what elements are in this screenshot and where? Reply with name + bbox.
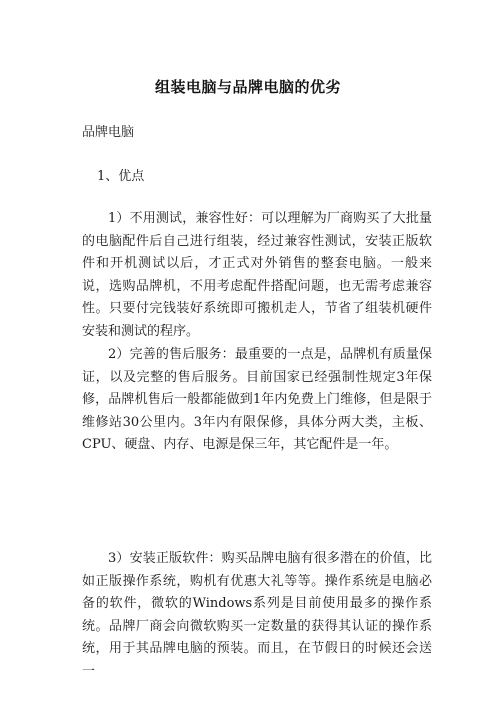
section-heading: 品牌电脑 [82,125,135,140]
paragraph-after-sales-service: 2）完善的售后服务：最重要的一点是，品牌机有质量保证，以及完整的售后服务。目前国家已经强制性规定3年保修，品牌机售后一般都能做到1年内免费上门维修，但是限于维修站30公里内。3年内有限保修，具体分两大类，主板、CPU、硬盘、内存、电源是保三年，其它配件是一年。 [82,347,432,452]
subsection-heading: 1、优点 [97,169,145,184]
paragraph-genuine-software: 3）安装正版软件：购买品牌电脑有很多潜在的价值，比如正版操作系统，购机有优惠大礼等等。操作系统是电脑必备的软件，微软的Windows系列是目前使用最多的操作系统。品牌厂商会向微软购买一定数量的获得其认证的操作系统，用于其品牌电脑的预装。而且，在节假日的时候还会送一 [82,551,432,679]
paragraph-compatibility: 1）不用测试，兼容性好：可以理解为厂商购买了大批量的电脑配件后自己进行组装，经过兼容性测试，安装正版软件和开机测试以后，才正式对外销售的整套电脑。一般来说，选购品牌机，不用考虑配件搭配问题，也无需考虑兼容性。只要付完钱装好系统即可搬机走人，节省了组装机硬件安装和测试的程序。 [82,211,432,339]
document-title: 组装电脑与品牌电脑的优劣 [154,78,341,96]
